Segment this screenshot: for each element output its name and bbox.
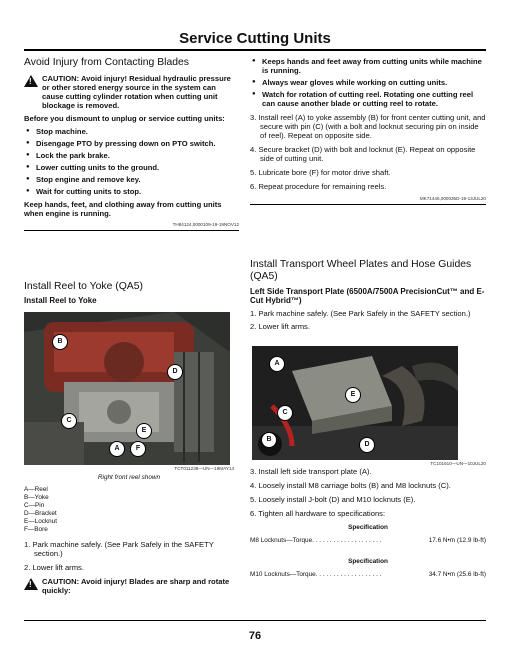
ref-code-1: TH84124,0000109-19-19NOV12 (172, 222, 239, 227)
section2 (24, 281, 239, 305)
callout-label: A (109, 441, 125, 457)
callout-label: C (277, 405, 293, 421)
legend-item: E—Locknut (24, 518, 58, 525)
spec-value: 34.7 N•m (25.6 lb-ft) (428, 571, 486, 578)
footer-rule (24, 620, 486, 621)
fig1-meta (24, 466, 234, 482)
spec-row-2 (250, 570, 486, 579)
list-item: ● Lower cutting units to the ground. (24, 163, 239, 172)
spec-label: M8 Locknuts—Torque. . . . . . . . . . . . . . . . . . . . (250, 537, 382, 544)
ref-code-2: MK71445,000035D-19-13JUL20 (419, 196, 486, 201)
step-item: 3. Install reel (A) to yoke assembly (B) for front center cutting unit, and secure with pin (C) (with a bolt and locknut securing pin on inside of reel). Repeat on opposite side. (250, 113, 486, 140)
section3 (250, 259, 486, 331)
page-title: Service Cutting Units (179, 30, 331, 47)
step-item: 3. Install left side transport plate (A). (250, 467, 372, 476)
spec-label: M10 Locknuts—Torque. . . . . . . . . . . . . . . . . . . (250, 571, 382, 578)
list-item: ● Lock the park brake. (24, 151, 239, 160)
divider (24, 230, 239, 231)
legend-list (24, 486, 239, 534)
legend-item: D—Bracket (24, 510, 57, 517)
step-item: 2. Lower lift arms. (250, 322, 310, 331)
step-item: 6. Tighten all hardware to specifications: (250, 509, 386, 518)
section1-heading: Avoid Injury from Contacting Blades (24, 57, 189, 68)
step-item: 2. Lower lift arms. (24, 563, 84, 572)
caution-text-1: CAUTION: Avoid injury! Residual hydraulic pressure or other stored energy source in the system can cause cutting cylinder rotation when cutting unit blockage is removed. (42, 74, 231, 110)
list-item: ● Always wear gloves while working on cutting units. (250, 78, 486, 87)
spec-value: 17.6 N•m (12.9 lb-ft) (428, 537, 486, 544)
warning-icon: ! (24, 578, 38, 590)
callout-label: D (167, 364, 183, 380)
spec-row-1 (250, 536, 486, 545)
section3-steps (250, 467, 486, 579)
callout-label: B (52, 334, 68, 350)
callout-label: D (359, 437, 375, 453)
list-item: ● Stop machine. (24, 127, 239, 136)
section2-steps (24, 540, 236, 595)
step-item: 4. Loosely install M8 carriage bolts (B) and M8 locknuts (C). (250, 481, 451, 490)
spec-title-2: Specification (348, 558, 388, 565)
fig-caption-1: Right front reel shown (97, 474, 161, 481)
list-item: ● Disengage PTO by pressing down on PTO switch. (24, 139, 239, 148)
callout-label: C (61, 413, 77, 429)
title-rule (24, 49, 486, 51)
callout-label: B (261, 432, 277, 448)
step-item: 6. Repeat procedure for remaining reels. (250, 182, 387, 191)
step-item: 1. Park machine safely. (See Park Safely in the SAFETY section.) (24, 540, 214, 558)
callout-label: E (345, 387, 361, 403)
spec-title-1: Specification (348, 524, 388, 531)
step-item: 4. Secure bracket (D) with bolt and locknut (E). Repeat on opposite side of cutting unit. (250, 145, 476, 163)
list-item: ● Keeps hands and feet away from cutting units while machine is running. (250, 57, 486, 75)
caution-block-2 (24, 577, 236, 595)
caution-text-2: CAUTION: Avoid injury! Blades are sharp and rotate quickly: (42, 577, 230, 595)
list-item: ● Watch for rotation of cutting reel. Rotating one cutting reel can cause another blade or cutting reel to rotate. (250, 90, 486, 108)
divider (250, 204, 486, 205)
safety-bullets (24, 127, 239, 196)
right-column (250, 57, 486, 205)
legend-item: A—Reel (24, 486, 48, 493)
legend-item: B—Yoke (24, 494, 49, 501)
legend-item: F—Bore (24, 526, 48, 533)
callout-label: E (136, 423, 152, 439)
legend-item: C—Pin (24, 502, 45, 509)
section2-subheading: Install Reel to Yoke (24, 296, 97, 305)
page-number: 76 (248, 630, 262, 642)
before-text: Before you dismount to unplug or service cutting units: (24, 114, 225, 123)
section3-heading: Install Transport Wheel Plates and Hose Guides (QA5) (250, 259, 472, 282)
step-item: 5. Loosely install J-bolt (D) and M10 locknuts (E). (250, 495, 416, 504)
callout-label: F (130, 441, 146, 457)
callout-label: A (269, 356, 285, 372)
keep-text: Keep hands, feet, and clothing away from cutting units when engine is running. (24, 200, 222, 218)
step-item: 1. Park machine safely. (See Park Safely in the SAFETY section.) (250, 309, 471, 318)
step-item: 5. Lubricate bore (F) for motor drive shaft. (250, 168, 391, 177)
fig-ref-1: TCT011238—UN—19MAY14 (174, 466, 234, 471)
left-column (24, 57, 239, 231)
right-bullets (250, 57, 486, 108)
fig-ref-2: TC101610—UN—10JUL20 (430, 461, 486, 466)
caution-block-1 (24, 74, 239, 110)
list-item: ● Wait for cutting units to stop. (24, 187, 239, 196)
section2-heading: Install Reel to Yoke (QA5) (24, 281, 143, 292)
list-item: ● Stop engine and remove key. (24, 175, 239, 184)
section3-subheading: Left Side Transport Plate (6500A/7500A PrecisionCut™ and E-Cut Hybrid™) (250, 287, 485, 305)
transport-plate-photo (252, 346, 458, 460)
reel-yoke-photo (24, 312, 230, 465)
warning-icon: ! (24, 75, 38, 87)
